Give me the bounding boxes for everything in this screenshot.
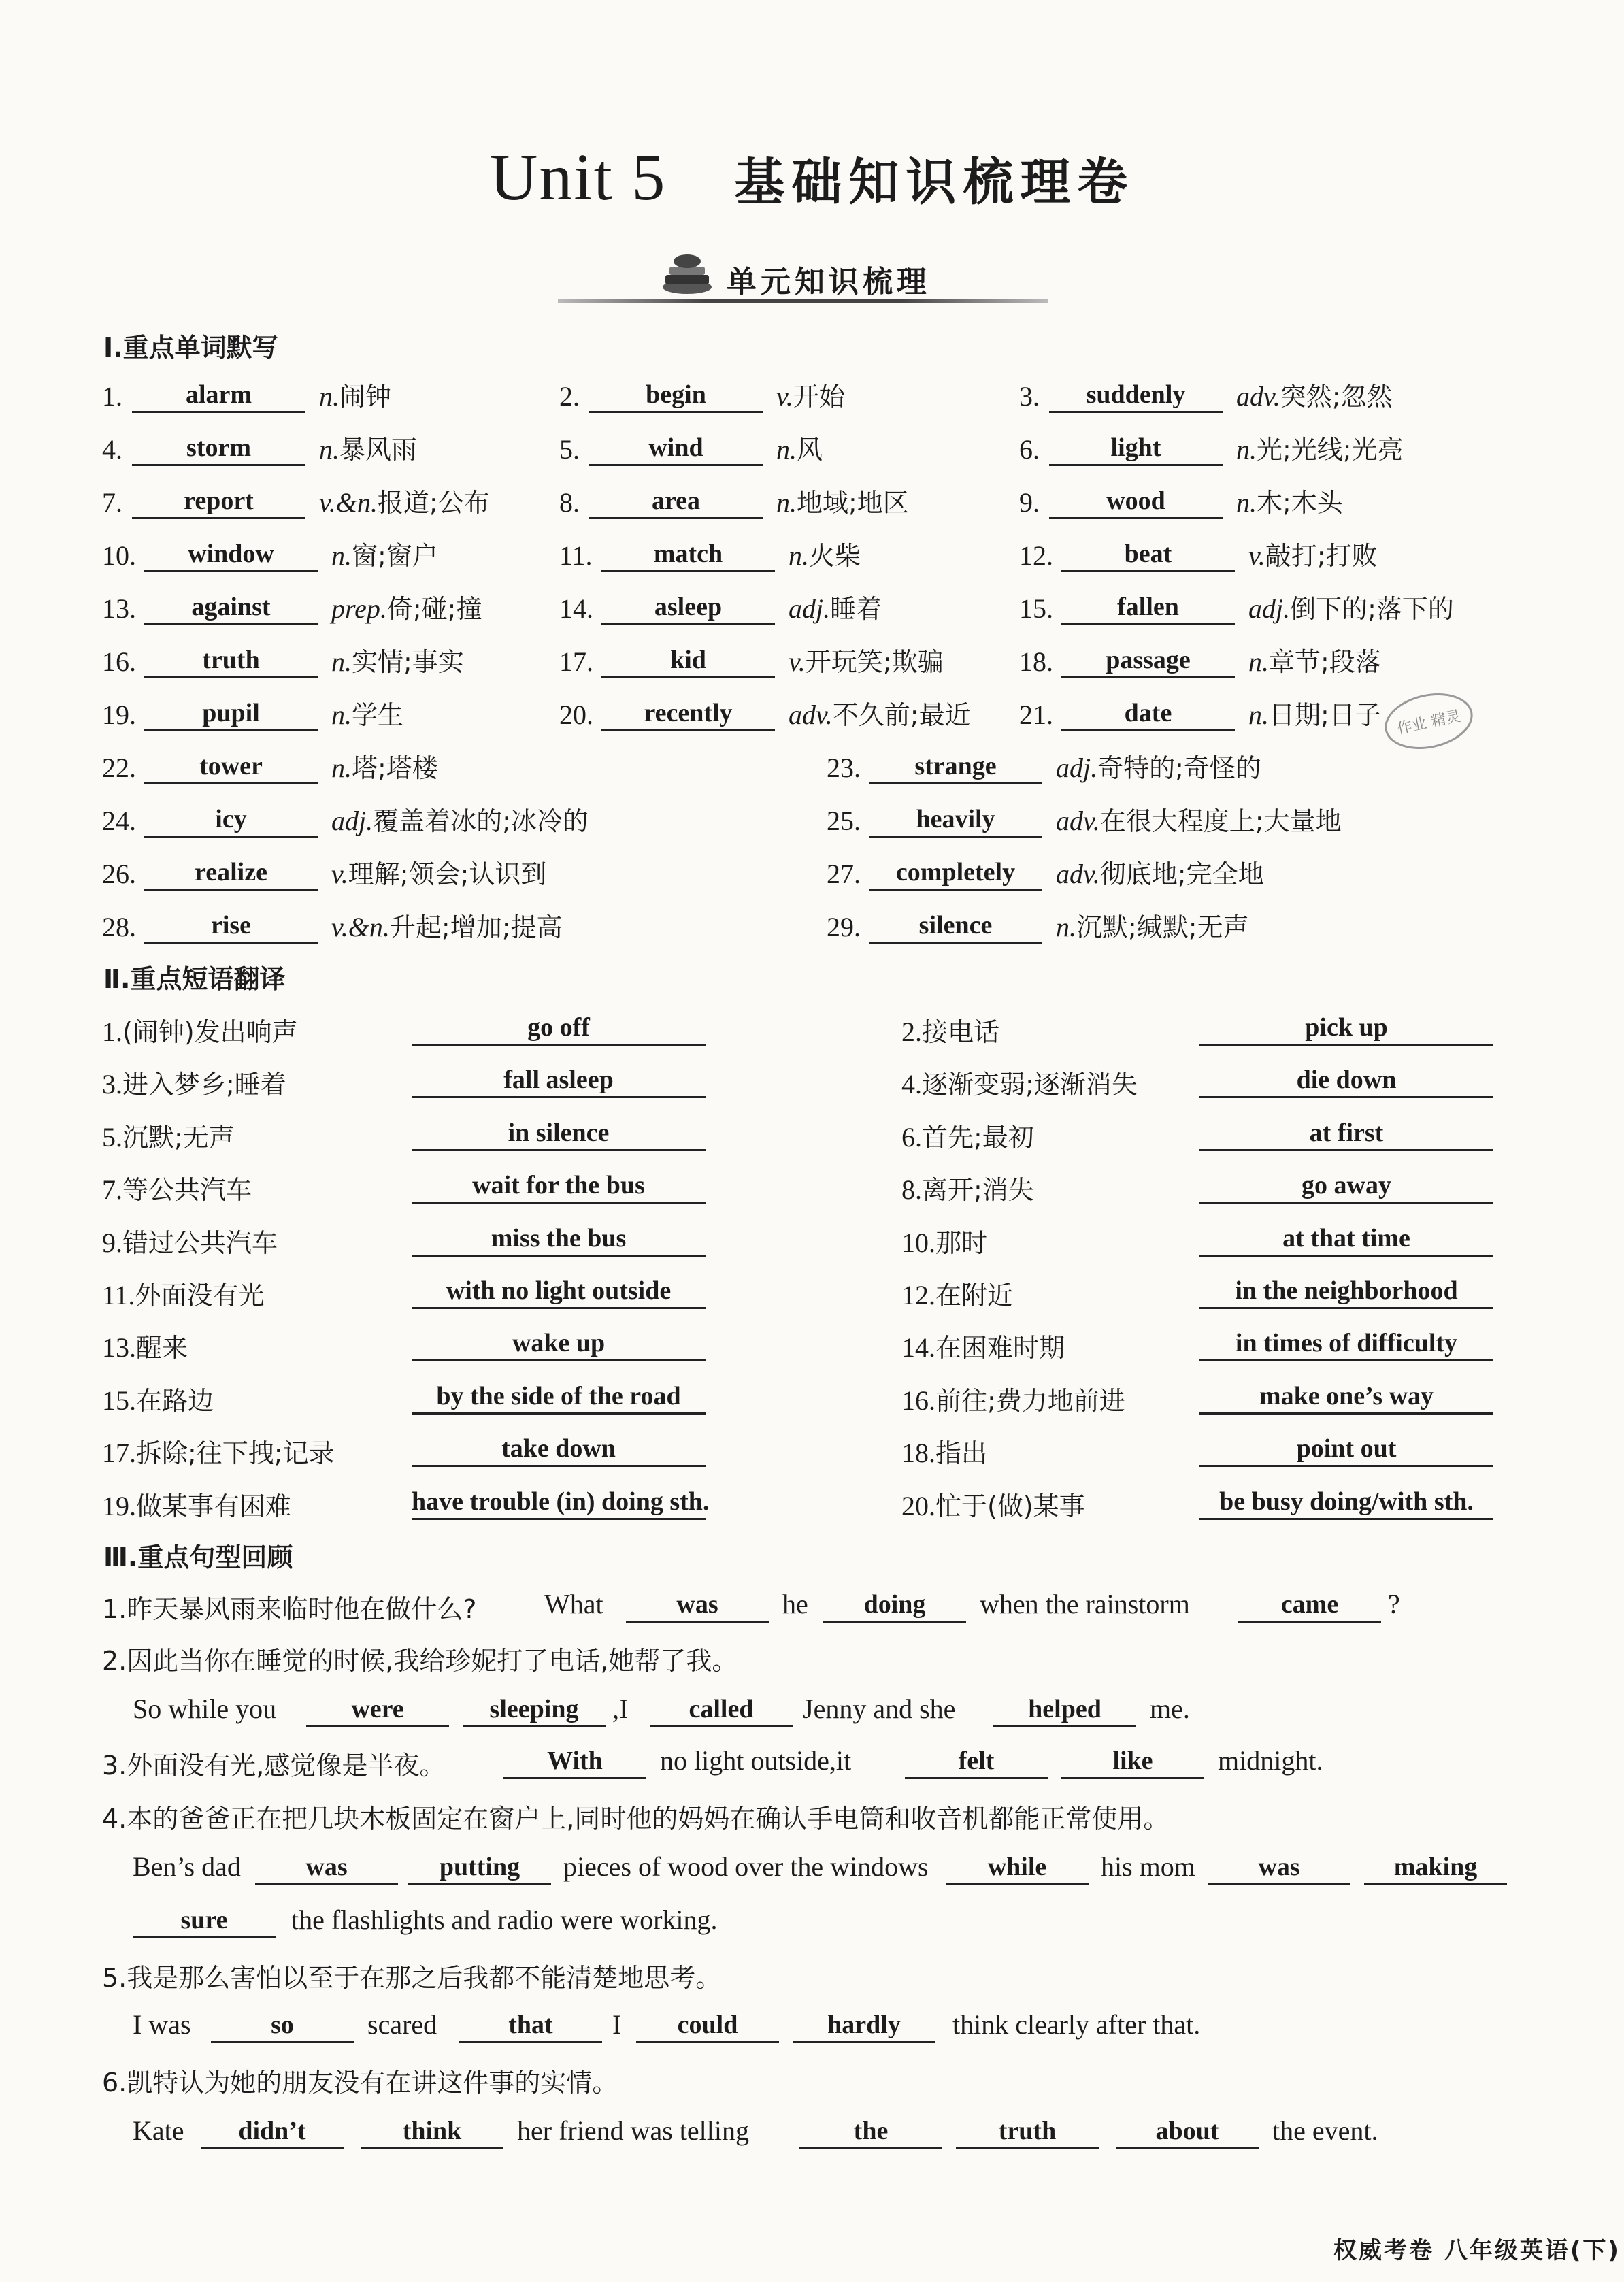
part-of-speech: n. bbox=[1248, 646, 1269, 677]
item-number: 11. bbox=[102, 1280, 135, 1310]
part-of-speech: prep. bbox=[331, 593, 387, 624]
meaning: 风 bbox=[797, 435, 823, 465]
vocab-item bbox=[559, 694, 971, 731]
answer-blank[interactable]: could bbox=[636, 2008, 779, 2043]
item-number: 13. bbox=[102, 1332, 136, 1363]
item-number: 23. bbox=[827, 753, 861, 783]
part-of-speech: adj. bbox=[331, 806, 374, 836]
phrase-item bbox=[102, 1222, 278, 1259]
answer-blank[interactable]: putting bbox=[408, 1851, 551, 1885]
part-of-speech: n. bbox=[776, 487, 797, 518]
meaning: 木;木头 bbox=[1257, 488, 1343, 518]
item-number: 14. bbox=[559, 593, 593, 624]
phrase-item bbox=[102, 1117, 235, 1154]
phrase-item bbox=[901, 1169, 1034, 1206]
answer-blank[interactable]: felt bbox=[905, 1744, 1048, 1779]
vocab-item bbox=[102, 906, 563, 944]
meaning: 敲打;打败 bbox=[1265, 541, 1378, 571]
answer-blank[interactable]: die down bbox=[1199, 1063, 1493, 1098]
answer-blank[interactable]: take down bbox=[412, 1432, 706, 1467]
answer-blank[interactable]: at that time bbox=[1199, 1222, 1493, 1257]
phrase-answer-wrap bbox=[412, 1063, 706, 1098]
part-of-speech: n. bbox=[789, 540, 809, 571]
phrase-cn: 醒来 bbox=[136, 1333, 188, 1363]
item-number: 3. bbox=[102, 1069, 122, 1100]
part-of-speech: n. bbox=[331, 646, 352, 677]
sentence-4-cont: sure the flashlights and radio were working. bbox=[0, 1904, 1624, 1947]
item-number: 7. bbox=[102, 487, 122, 518]
phrase-cn: 在困难时期 bbox=[935, 1333, 1065, 1363]
answer-blank[interactable]: light bbox=[1049, 431, 1223, 466]
phrase-answer-wrap bbox=[412, 1117, 706, 1151]
sentence-3: 3.外面没有光,感觉像是半夜。 With no light outside,it felt like midnight. bbox=[102, 1745, 1323, 1781]
answer-blank[interactable]: heavily bbox=[869, 803, 1042, 838]
phrase-item bbox=[102, 1274, 265, 1312]
answer-blank[interactable]: go away bbox=[1199, 1169, 1493, 1204]
phrase-cn: 外面没有光 bbox=[135, 1280, 265, 1310]
phrase-item bbox=[901, 1432, 987, 1470]
vocab-item bbox=[102, 747, 438, 784]
answer-blank[interactable]: beat bbox=[1061, 538, 1235, 572]
meaning: 报道;公布 bbox=[377, 488, 490, 518]
phrase-answer-wrap bbox=[1199, 1011, 1493, 1046]
phrase-item bbox=[901, 1327, 1065, 1364]
answer-blank[interactable]: date bbox=[1061, 697, 1235, 731]
answer-blank[interactable]: so bbox=[211, 2008, 354, 2043]
item-number: 10. bbox=[102, 540, 136, 571]
answer-blank[interactable]: making bbox=[1364, 1851, 1507, 1885]
answer-blank[interactable]: alarm bbox=[132, 378, 305, 413]
phrase-item bbox=[102, 1169, 252, 1206]
phrase-item bbox=[102, 1063, 286, 1101]
meaning: 倚;碰;撞 bbox=[386, 594, 482, 624]
item-number: 18. bbox=[1019, 646, 1053, 677]
item-number: 14. bbox=[901, 1332, 935, 1363]
phrase-item bbox=[901, 1011, 999, 1048]
part-of-speech: adj. bbox=[1056, 753, 1098, 783]
phrase-cn: (闹钟)发出响声 bbox=[122, 1017, 298, 1047]
item-number: 13. bbox=[102, 593, 136, 624]
answer-blank[interactable]: about bbox=[1116, 2115, 1259, 2149]
page-title bbox=[0, 139, 1624, 216]
title-unit: Unit 5 bbox=[489, 141, 667, 214]
title-name: 基础知识梳理卷 bbox=[734, 153, 1135, 212]
phrase-item bbox=[901, 1222, 987, 1259]
answer-blank[interactable]: pupil bbox=[144, 697, 318, 731]
answer-blank[interactable]: recently bbox=[601, 697, 775, 731]
item-number: 3. bbox=[1019, 381, 1040, 412]
part-of-speech: adv. bbox=[1056, 859, 1100, 889]
item-number: 25. bbox=[827, 806, 861, 836]
section3-heading: Ⅲ.重点句型回顾 bbox=[103, 1542, 293, 1572]
answer-blank[interactable]: storm bbox=[132, 431, 305, 466]
item-number: 22. bbox=[102, 753, 136, 783]
item-number: 5. bbox=[559, 434, 580, 465]
phrase-cn: 在附近 bbox=[935, 1280, 1014, 1310]
answer-blank[interactable]: passage bbox=[1061, 644, 1235, 678]
answer-blank[interactable]: window bbox=[144, 538, 318, 572]
meaning: 窗;窗户 bbox=[352, 541, 438, 571]
answer-blank[interactable]: wake up bbox=[412, 1327, 706, 1361]
answer-blank[interactable]: suddenly bbox=[1049, 378, 1223, 413]
part-of-speech: v.&n. bbox=[319, 487, 378, 518]
phrase-answer-wrap bbox=[412, 1222, 706, 1257]
phrase-answer-wrap bbox=[412, 1274, 706, 1309]
item-number: 26. bbox=[102, 859, 136, 889]
vocab-item bbox=[1019, 694, 1381, 731]
meaning: 学生 bbox=[352, 700, 404, 730]
part-of-speech: v. bbox=[789, 646, 806, 677]
answer-blank[interactable]: think bbox=[361, 2115, 503, 2149]
answer-blank[interactable]: in silence bbox=[412, 1117, 706, 1151]
meaning: 实情;事实 bbox=[352, 647, 464, 677]
part-of-speech: v.&n. bbox=[331, 912, 390, 942]
sentence-2: So while you were sleeping ,I called Jenny and she helped me. bbox=[0, 1693, 1624, 1736]
phrase-item bbox=[102, 1485, 291, 1523]
part-of-speech: n. bbox=[1236, 487, 1257, 518]
answer-blank[interactable]: realize bbox=[144, 856, 318, 891]
answer-blank[interactable]: make one’s way bbox=[1199, 1380, 1493, 1415]
section-banner bbox=[558, 252, 1048, 306]
part-of-speech: n. bbox=[1056, 912, 1076, 942]
answer-blank[interactable]: asleep bbox=[601, 591, 775, 625]
item-number: 2. bbox=[559, 381, 580, 412]
item-number: 18. bbox=[901, 1438, 935, 1469]
answer-blank[interactable]: strange bbox=[869, 750, 1042, 784]
vocab-item bbox=[559, 429, 823, 466]
phrase-item bbox=[102, 1380, 214, 1417]
answer-blank[interactable]: fallen bbox=[1061, 591, 1235, 625]
sentence-1: 1.昨天暴风雨来临时他在做什么? What was he doing when the rainstorm came ? bbox=[102, 1589, 1400, 1624]
part-of-speech: v. bbox=[331, 859, 348, 889]
phrase-cn: 那时 bbox=[935, 1227, 988, 1258]
item-number: 17. bbox=[102, 1438, 136, 1469]
item-number: 12. bbox=[1019, 540, 1053, 571]
phrase-item bbox=[901, 1380, 1125, 1417]
answer-blank[interactable]: was bbox=[626, 1588, 769, 1623]
answer-blank[interactable]: wait for the bus bbox=[412, 1169, 706, 1204]
answer-blank[interactable]: truth bbox=[144, 644, 318, 678]
phrase-answer-wrap bbox=[412, 1011, 706, 1046]
item-number: 19. bbox=[102, 1490, 136, 1521]
meaning: 覆盖着冰的;冰冷的 bbox=[373, 806, 589, 836]
phrase-answer-wrap bbox=[412, 1380, 706, 1415]
vocab-item bbox=[1019, 482, 1343, 519]
phrase-answer-wrap bbox=[1199, 1274, 1493, 1309]
answer-blank[interactable]: fall asleep bbox=[412, 1063, 706, 1098]
vocab-item bbox=[102, 482, 490, 519]
vocab-item bbox=[559, 376, 845, 413]
part-of-speech: n. bbox=[319, 434, 339, 465]
answer-blank[interactable]: area bbox=[589, 484, 763, 519]
phrase-item bbox=[102, 1011, 298, 1048]
answer-blank[interactable]: tower bbox=[144, 750, 318, 784]
phrase-answer-wrap bbox=[1199, 1117, 1493, 1151]
meaning: 开始 bbox=[793, 382, 845, 412]
part-of-speech: n. bbox=[331, 699, 352, 730]
item-number: 4. bbox=[901, 1069, 922, 1100]
footer-text: 权威考卷 八年级英语(下) bbox=[1333, 2237, 1621, 2264]
answer-blank[interactable]: icy bbox=[144, 803, 318, 838]
phrase-answer-wrap bbox=[1199, 1169, 1493, 1204]
vocab-item bbox=[1019, 588, 1454, 625]
part-of-speech: n. bbox=[1248, 699, 1269, 730]
answer-blank[interactable]: doing bbox=[823, 1588, 966, 1623]
phrase-cn: 首先;最初 bbox=[922, 1122, 1034, 1153]
item-number: 16. bbox=[901, 1385, 935, 1416]
answer-blank[interactable]: wood bbox=[1049, 484, 1223, 519]
phrase-item bbox=[901, 1117, 1034, 1154]
vocab-item bbox=[1019, 429, 1404, 466]
part-of-speech: n. bbox=[331, 540, 352, 571]
meaning: 光;光线;光亮 bbox=[1257, 435, 1404, 465]
part-of-speech: adj. bbox=[789, 593, 831, 624]
meaning: 不久前;最近 bbox=[832, 700, 971, 730]
meaning: 理解;领会;认识到 bbox=[348, 859, 547, 889]
phrase-cn: 在路边 bbox=[136, 1385, 214, 1416]
answer-blank[interactable]: wind bbox=[589, 431, 763, 466]
meaning: 倒下的;落下的 bbox=[1290, 594, 1454, 624]
phrase-cn: 前往;费力地前进 bbox=[935, 1385, 1125, 1416]
item-number: 4. bbox=[102, 434, 122, 465]
answer-blank[interactable]: like bbox=[1061, 1744, 1204, 1779]
phrase-item bbox=[901, 1485, 1085, 1523]
sentence-6-cn: 6.凯特认为她的朋友没有在讲这件事的实情。 bbox=[102, 2068, 618, 2098]
answer-blank[interactable]: was bbox=[1208, 1851, 1350, 1885]
vocab-item bbox=[827, 853, 1264, 891]
phrase-cn: 错过公共汽车 bbox=[122, 1227, 278, 1258]
item-number: 6. bbox=[1019, 434, 1040, 465]
meaning: 睡着 bbox=[830, 594, 882, 624]
phrase-cn: 等公共汽车 bbox=[122, 1175, 252, 1206]
item-number: 10. bbox=[901, 1227, 935, 1258]
answer-blank[interactable]: was bbox=[255, 1851, 398, 1885]
sentence-2-cn: 2.因此当你在睡觉的时候,我给珍妮打了电话,她帮了我。 bbox=[102, 1646, 738, 1676]
answer-blank[interactable]: sure bbox=[133, 1904, 276, 1938]
answer-blank[interactable]: match bbox=[601, 538, 775, 572]
vocab-item bbox=[559, 482, 909, 519]
answer-blank[interactable]: have trouble (in) doing sth. bbox=[412, 1485, 706, 1520]
phrase-answer-wrap bbox=[1199, 1380, 1493, 1415]
phrase-cn: 拆除;往下拽;记录 bbox=[136, 1438, 335, 1469]
answer-blank[interactable]: point out bbox=[1199, 1432, 1493, 1467]
item-number: 12. bbox=[901, 1280, 935, 1310]
meaning: 突然;忽然 bbox=[1280, 382, 1393, 412]
vocab-item bbox=[102, 588, 482, 625]
answer-blank[interactable]: report bbox=[132, 484, 305, 519]
phrase-cn: 离开;消失 bbox=[922, 1175, 1034, 1206]
answer-blank[interactable]: begin bbox=[589, 378, 763, 413]
phrase-cn: 做某事有困难 bbox=[136, 1491, 292, 1521]
part-of-speech: n. bbox=[331, 753, 352, 783]
answer-blank[interactable]: by the side of the road bbox=[412, 1380, 706, 1415]
item-number: 15. bbox=[1019, 593, 1053, 624]
part-of-speech: adv. bbox=[1236, 381, 1280, 412]
item-number: 16. bbox=[102, 646, 136, 677]
vocab-item bbox=[102, 535, 438, 572]
vocab-item bbox=[102, 376, 391, 413]
sentence-4: Ben’s dad was putting pieces of wood over the windows while his mom was making bbox=[0, 1851, 1624, 1894]
vocab-item bbox=[1019, 376, 1393, 413]
stamp-icon bbox=[1376, 681, 1482, 761]
answer-blank[interactable]: the bbox=[799, 2115, 942, 2149]
vocab-item bbox=[102, 800, 589, 838]
answer-blank[interactable]: with no light outside bbox=[412, 1274, 706, 1309]
stamp-text: 作业 精灵 bbox=[1395, 708, 1463, 738]
answer-blank[interactable]: were bbox=[306, 1693, 449, 1727]
vocab-item bbox=[102, 694, 403, 731]
section2-heading: Ⅱ.重点短语翻译 bbox=[103, 964, 286, 994]
answer-blank[interactable]: miss the bus bbox=[412, 1222, 706, 1257]
item-number: 17. bbox=[559, 646, 593, 677]
part-of-speech: n. bbox=[319, 381, 339, 412]
meaning: 在很大程度上;大量地 bbox=[1099, 806, 1342, 836]
phrase-answer-wrap bbox=[1199, 1485, 1493, 1520]
item-number: 8. bbox=[901, 1174, 922, 1206]
section1-heading: Ⅰ.重点单词默写 bbox=[103, 333, 278, 363]
phrase-cn: 指出 bbox=[935, 1438, 988, 1469]
meaning: 塔;塔楼 bbox=[352, 753, 438, 783]
sentence-5-cn: 5.我是那么害怕以至于在那之后我都不能清楚地思考。 bbox=[102, 1963, 722, 1993]
meaning: 升起;增加;提高 bbox=[389, 912, 563, 942]
item-number: 2. bbox=[901, 1016, 922, 1047]
vocab-item bbox=[102, 853, 546, 891]
phrase-answer-wrap bbox=[1199, 1432, 1493, 1467]
vocab-item bbox=[559, 535, 861, 572]
phrase-answer-wrap bbox=[1199, 1327, 1493, 1361]
phrase-answer-wrap bbox=[1199, 1222, 1493, 1257]
meaning: 闹钟 bbox=[339, 382, 392, 412]
banner-text: 单元知识梳理 bbox=[727, 265, 931, 299]
meaning: 章节;段落 bbox=[1269, 647, 1381, 677]
answer-blank[interactable]: truth bbox=[956, 2115, 1099, 2149]
vocab-item bbox=[102, 429, 417, 466]
answer-blank[interactable]: silence bbox=[869, 909, 1042, 944]
item-number: 21. bbox=[1019, 699, 1053, 730]
phrase-answer-wrap bbox=[412, 1432, 706, 1467]
phrase-answer-wrap bbox=[412, 1485, 710, 1520]
phrase-item bbox=[102, 1327, 188, 1364]
part-of-speech: n. bbox=[776, 434, 797, 465]
item-number: 29. bbox=[827, 912, 861, 942]
part-of-speech: v. bbox=[1248, 540, 1265, 571]
answer-blank[interactable]: rise bbox=[144, 909, 318, 944]
phrase-answer-wrap bbox=[412, 1169, 706, 1204]
item-number: 6. bbox=[901, 1121, 922, 1153]
phrase-answer-wrap bbox=[1199, 1063, 1493, 1098]
item-number: 9. bbox=[1019, 487, 1040, 518]
answer-blank[interactable]: go off bbox=[412, 1011, 706, 1046]
answer-blank[interactable]: called bbox=[650, 1693, 793, 1727]
item-number: 9. bbox=[102, 1227, 122, 1258]
item-number: 20. bbox=[901, 1490, 935, 1521]
meaning: 日期;日子 bbox=[1269, 700, 1381, 730]
part-of-speech: adv. bbox=[1056, 806, 1100, 836]
answer-blank[interactable]: that bbox=[459, 2008, 602, 2043]
phrase-cn: 忙于(做)某事 bbox=[935, 1491, 1085, 1521]
book-icon bbox=[660, 252, 714, 297]
answer-blank[interactable]: sleeping bbox=[463, 1693, 606, 1727]
phrase-cn: 逐渐变弱;逐渐消失 bbox=[922, 1070, 1138, 1100]
sentence-6: Kate didn’t think her friend was telling the truth about the event. bbox=[0, 2115, 1624, 2158]
phrase-answer-wrap bbox=[412, 1327, 706, 1361]
meaning: 沉默;缄默;无声 bbox=[1076, 912, 1249, 942]
answer-blank[interactable]: hardly bbox=[793, 2008, 935, 2043]
vocab-item bbox=[1019, 535, 1378, 572]
item-number: 11. bbox=[559, 540, 593, 571]
item-number: 24. bbox=[102, 806, 136, 836]
item-number: 1. bbox=[102, 381, 122, 412]
item-number: 1. bbox=[102, 1016, 122, 1047]
banner-underline bbox=[558, 299, 1048, 303]
part-of-speech: n. bbox=[1236, 434, 1257, 465]
answer-blank[interactable]: kid bbox=[601, 644, 775, 678]
sentence-4-cn: 4.本的爸爸正在把几块木板固定在窗户上,同时他的妈妈在确认手电筒和收音机都能正常使用。 bbox=[102, 1804, 1170, 1834]
phrase-cn: 接电话 bbox=[922, 1017, 1000, 1047]
meaning: 奇特的;奇怪的 bbox=[1097, 753, 1261, 783]
meaning: 彻底地;完全地 bbox=[1099, 859, 1264, 889]
answer-blank[interactable]: pick up bbox=[1199, 1011, 1493, 1046]
item-number: 20. bbox=[559, 699, 593, 730]
answer-blank[interactable]: came bbox=[1238, 1588, 1381, 1623]
item-number: 19. bbox=[102, 699, 136, 730]
meaning: 开玩笑;欺骗 bbox=[805, 647, 944, 677]
item-number: 7. bbox=[102, 1174, 122, 1206]
meaning: 火柴 bbox=[809, 541, 861, 571]
answer-blank[interactable]: in the neighborhood bbox=[1199, 1274, 1493, 1309]
phrase-cn: 进入梦乡;睡着 bbox=[122, 1070, 286, 1100]
answer-blank[interactable]: completely bbox=[869, 856, 1042, 891]
vocab-item bbox=[827, 800, 1342, 838]
meaning: 地域;地区 bbox=[797, 488, 909, 518]
part-of-speech: v. bbox=[776, 381, 793, 412]
item-number: 8. bbox=[559, 487, 580, 518]
answer-blank[interactable]: With bbox=[503, 1744, 646, 1779]
phrase-item bbox=[102, 1432, 335, 1470]
item-number: 5. bbox=[102, 1121, 122, 1153]
answer-blank[interactable]: be busy doing/with sth. bbox=[1199, 1485, 1493, 1520]
item-number: 28. bbox=[102, 912, 136, 942]
item-number: 15. bbox=[102, 1385, 136, 1416]
answer-blank[interactable]: against bbox=[144, 591, 318, 625]
answer-blank[interactable]: at first bbox=[1199, 1117, 1493, 1151]
answer-blank[interactable]: in times of difficulty bbox=[1199, 1327, 1493, 1361]
vocab-item bbox=[559, 588, 882, 625]
part-of-speech: adv. bbox=[789, 699, 833, 730]
vocab-item bbox=[1019, 641, 1381, 678]
phrase-item bbox=[901, 1063, 1138, 1101]
item-number: 27. bbox=[827, 859, 861, 889]
answer-blank[interactable]: while bbox=[946, 1851, 1089, 1885]
sentence-5: I was so scared that I could hardly think clearly after that. bbox=[0, 2008, 1624, 2052]
vocab-item bbox=[827, 747, 1261, 784]
answer-blank[interactable]: didn’t bbox=[201, 2115, 344, 2149]
answer-blank[interactable]: helped bbox=[993, 1693, 1136, 1727]
phrase-item bbox=[901, 1274, 1013, 1312]
vocab-item bbox=[102, 641, 464, 678]
meaning: 暴风雨 bbox=[339, 435, 418, 465]
part-of-speech: adj. bbox=[1248, 593, 1291, 624]
vocab-item bbox=[559, 641, 944, 678]
vocab-item bbox=[827, 906, 1249, 944]
phrase-cn: 沉默;无声 bbox=[122, 1122, 235, 1153]
